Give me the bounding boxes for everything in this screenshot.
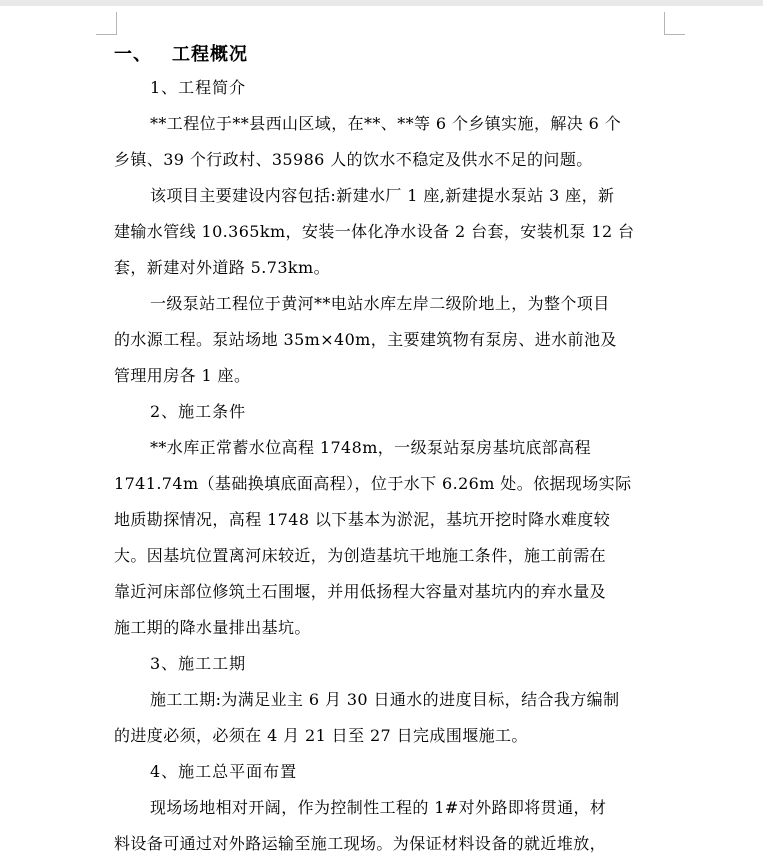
paragraph-line: 大。因基坑位置离河床较近，为创造基坑干地施工条件，施工前需在 — [114, 546, 607, 565]
margin-corner-marker-left — [96, 12, 117, 35]
paragraph — [114, 790, 674, 862]
paragraph-line: 施工工期:为满足业主 6 月 30 日通水的进度目标，结合我方编制 — [150, 690, 620, 709]
paragraph-line: 管理用房各 1 座。 — [114, 366, 251, 385]
paragraph-line: 乡镇、39 个行政村、35986 人的饮水不稳定及供水不足的问题。 — [114, 150, 593, 169]
subsection-title: 3、施工工期 — [150, 654, 247, 673]
document-body — [114, 40, 674, 862]
paragraph — [114, 286, 674, 394]
paragraph-line: 的进度必须，必须在 4 月 21 日至 27 日完成围堰施工。 — [114, 726, 528, 745]
paragraph — [114, 682, 674, 754]
paragraph — [114, 430, 674, 646]
paragraph-line: 一级泵站工程位于黄河**电站水库左岸二级阶地上，为整个项目 — [150, 294, 610, 313]
paragraph-line: 建输水管线 10.365km，安装一体化净水设备 2 台套，安装机泵 12 台 — [114, 222, 635, 241]
paragraph — [114, 106, 674, 178]
section-number: 一、 — [114, 44, 152, 65]
paragraph-line: 地质勘探情况，高程 1748 以下基本为淤泥，基坑开挖时降水难度较 — [114, 510, 611, 529]
paragraph-line: 套，新建对外道路 5.73km。 — [114, 258, 330, 277]
paragraph — [114, 178, 674, 286]
paragraph-line: 靠近河床部位修筑土石围堰，并用低扬程大容量对基坑内的弃水量及 — [114, 582, 607, 601]
subsection-title: 1、工程简介 — [150, 78, 247, 97]
paragraph-line: 的水源工程。泵站场地 35m×40m，主要建筑物有泵房、进水前池及 — [114, 330, 617, 349]
paragraph-line: **工程位于**县西山区域，在**、**等 6 个乡镇实施，解决 6 个 — [150, 114, 622, 133]
margin-corner-marker-right — [664, 12, 685, 35]
paragraph-line: 现场场地相对开阔，作为控制性工程的 1#对外路即将贯通，材 — [150, 798, 607, 817]
paragraph-line: 料设备可通过对外路运输至施工现场。为保证材料设备的就近堆放， — [114, 834, 607, 853]
page-top-edge — [0, 0, 763, 6]
section-heading — [114, 40, 674, 70]
paragraph-line: 施工期的降水量排出基坑。 — [114, 618, 311, 637]
paragraph-line: **水库正常蓄水位高程 1748m，一级泵站泵房基坑底部高程 — [150, 438, 591, 457]
paragraph-line: 1741.74m（基础换填底面高程），位于水下 6.26m 处。依据现场实际 — [114, 474, 632, 493]
subsection-title: 2、施工条件 — [150, 402, 247, 421]
paragraph-line: 该项目主要建设内容包括:新建水厂 1 座,新建提水泵站 3 座，新 — [150, 186, 615, 205]
section-title: 工程概况 — [172, 44, 248, 65]
subsection-title: 4、施工总平面布置 — [150, 762, 298, 781]
